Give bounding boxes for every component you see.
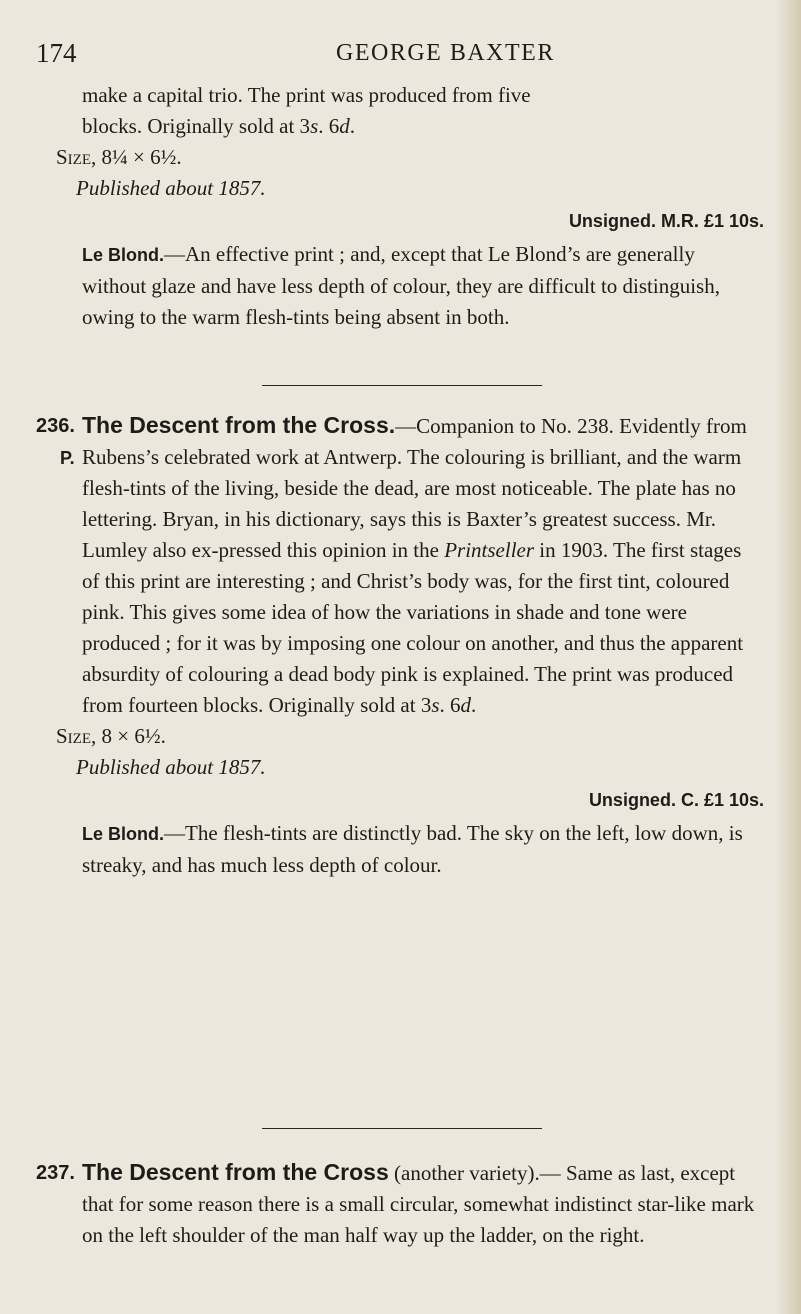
continued-entry [56,80,764,333]
entry-letter-236: P. [60,448,75,468]
size-line: Size, 8¼ × 6½. [56,145,182,169]
le-blond-note: Le Blond.—An effective print ; and, except that Le Blond’s are generally without glaze and have less depth of colour, they are difficult to distinguish, owing to the warm flesh-tints being absent in both. [82,242,720,329]
price-line: Unsigned. M.R. £1 10s. [568,211,764,231]
page-edge-shadow [775,0,801,1314]
page-number: 174 [36,38,77,68]
entry-237 [82,1157,764,1251]
page-header [0,38,801,72]
entry-236-price: Unsigned. C. £1 10s. [588,790,764,810]
entry-236 [56,410,764,881]
entry-236-published: Published about 1857. [76,755,266,779]
published-line: Published about 1857. [76,176,266,200]
continued-text-line-2: blocks. Originally sold at 3s. 6d. [82,114,355,138]
entry-236-le-blond: Le Blond.—The flesh-tints are distinctly bad. The sky on the left, low down, is streaky, and has much less depth of colour. [82,821,743,877]
continued-text-line-1: make a capital trio. The print was produced from five [82,83,531,107]
entry-number-236: 236. [36,415,75,437]
entry-236-body: The Descent from the Cross.—Companion to No. 238. Evidently from Rubens’s celebrated work at Antwerp. The colouring is brilliant, and the warm flesh-tints of the living, beside the dead, are most noticeable. The plate has no lettering. Bryan, in his dictionary, says this is Baxter’s greatest success. Mr. Lumley also ex-pressed this opinion in the Printseller in 1903. The first stages of this print are interesting ; and Christ’s body was, for the first tint, coloured pink. This gives some idea of how the variations in shade and tone were produced ; for it was by imposing one colour on another, and thus the apparent absurdity of colouring a dead body pink is explained. The print was produced from fourteen blocks. Originally sold at 3s. 6d. [82,412,747,717]
entry-237-body: The Descent from the Cross (another variety).— Same as last, except that for some reason there is a small circular, somewhat indistinct star-like mark on the left shoulder of the man half way up the ladder, on the right. [82,1159,755,1247]
section-divider [262,385,542,386]
entry-236-size: Size, 8 × 6½. [56,724,166,748]
entry-number-237: 237. [36,1162,75,1184]
section-divider [262,1128,542,1129]
running-head: GEORGE BAXTER [336,40,555,66]
